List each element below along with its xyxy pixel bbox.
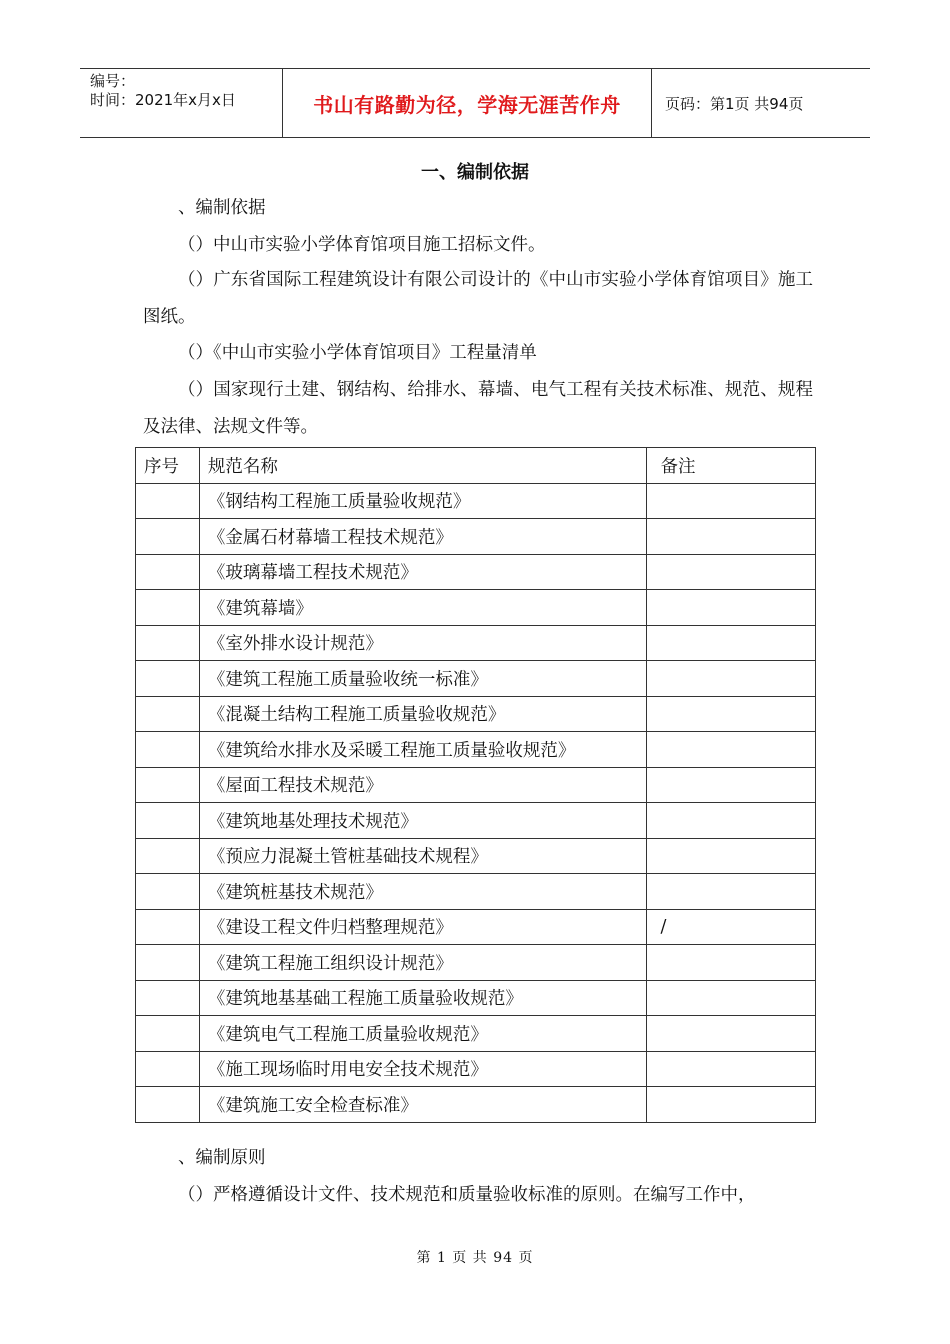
header-meta: [90, 69, 280, 137]
subsection-heading-principles: 、编制原则: [178, 1148, 266, 1168]
row-remark: [646, 1051, 815, 1087]
row-spec-name: 《屋面工程技术规范》: [199, 767, 646, 803]
header-remark: 备注: [646, 448, 815, 484]
table-row: [136, 625, 816, 661]
specification-table: [135, 447, 816, 1123]
table-row: [136, 696, 816, 732]
row-remark: [646, 945, 815, 981]
table-row: [136, 1087, 816, 1123]
row-index: [136, 909, 200, 945]
section-title: 一、编制依据: [421, 162, 529, 183]
table-row: [136, 767, 816, 803]
table-row: [136, 661, 816, 697]
row-remark: [646, 696, 815, 732]
row-index: [136, 767, 200, 803]
row-index: [136, 483, 200, 519]
row-spec-name: 《建筑幕墙》: [199, 590, 646, 626]
paragraph-4: （）国家现行土建、钢结构、给排水、幕墙、电气工程有关技术标准、规范、规程及法律、法规文件等。: [143, 380, 813, 437]
table-row: [136, 1016, 816, 1052]
table-row: [136, 590, 816, 626]
table-row: [136, 874, 816, 910]
document-number-label: 编号：: [90, 72, 136, 90]
row-remark: [646, 732, 815, 768]
row-index: [136, 554, 200, 590]
table-header-row: [136, 448, 816, 484]
row-index: [136, 1087, 200, 1123]
row-spec-name: 《建筑地基处理技术规范》: [199, 803, 646, 839]
row-remark: [646, 554, 815, 590]
table-row: [136, 945, 816, 981]
row-spec-name: 《预应力混凝土管桩基础技术规程》: [199, 838, 646, 874]
table-row: [136, 483, 816, 519]
row-remark: [646, 803, 815, 839]
row-remark: [646, 519, 815, 555]
row-index: [136, 661, 200, 697]
row-index: [136, 803, 200, 839]
paragraph-1: （）中山市实验小学体育馆项目施工招标文件。: [178, 235, 546, 255]
row-remark: /: [646, 909, 815, 945]
row-spec-name: 《金属石材幕墙工程技术规范》: [199, 519, 646, 555]
row-spec-name: 《建筑电气工程施工质量验收规范》: [199, 1016, 646, 1052]
row-spec-name: 《混凝土结构工程施工质量验收规范》: [199, 696, 646, 732]
row-spec-name: 《室外排水设计规范》: [199, 625, 646, 661]
row-spec-name: 《建筑桩基技术规范》: [199, 874, 646, 910]
row-spec-name: 《钢结构工程施工质量验收规范》: [199, 483, 646, 519]
row-index: [136, 945, 200, 981]
table-row: [136, 732, 816, 768]
header-page-info: 页码：第1页 共94页: [665, 94, 804, 113]
row-spec-name: 《建设工程文件归档整理规范》: [199, 909, 646, 945]
page-header: [80, 68, 870, 138]
table-row: [136, 909, 816, 945]
row-index: [136, 519, 200, 555]
row-spec-name: 《建筑地基基础工程施工质量验收规范》: [199, 980, 646, 1016]
row-index: [136, 980, 200, 1016]
row-index: [136, 732, 200, 768]
row-spec-name: 《施工现场临时用电安全技术规范》: [199, 1051, 646, 1087]
row-index: [136, 1016, 200, 1052]
row-remark: [646, 625, 815, 661]
row-remark: [646, 483, 815, 519]
header-motto: 书山有路勤为径，学海无涯苦作舟: [282, 69, 652, 137]
row-remark: [646, 838, 815, 874]
row-remark: [646, 661, 815, 697]
row-remark: [646, 1016, 815, 1052]
row-remark: [646, 874, 815, 910]
row-index: [136, 625, 200, 661]
table-row: [136, 980, 816, 1016]
row-index: [136, 838, 200, 874]
row-index: [136, 1051, 200, 1087]
header-spec-name: 规范名称: [199, 448, 646, 484]
subsection-heading-basis: 、编制依据: [178, 198, 266, 218]
table-row: [136, 554, 816, 590]
row-spec-name: 《建筑工程施工质量验收统一标准》: [199, 661, 646, 697]
table-row: [136, 803, 816, 839]
row-spec-name: 《建筑给水排水及采暖工程施工质量验收规范》: [199, 732, 646, 768]
table-row: [136, 838, 816, 874]
table-row: [136, 519, 816, 555]
paragraph-5: （）严格遵循设计文件、技术规范和质量验收标准的原则。在编写工作中，: [178, 1185, 756, 1205]
paragraph-2: （）广东省国际工程建筑设计有限公司设计的《中山市实验小学体育馆项目》施工图纸。: [143, 270, 813, 327]
row-spec-name: 《建筑施工安全检查标准》: [199, 1087, 646, 1123]
row-index: [136, 590, 200, 626]
paragraph-3: （）《中山市实验小学体育馆项目》工程量清单: [178, 343, 537, 363]
row-remark: [646, 590, 815, 626]
document-date-label: 时间：2021年x月x日: [90, 91, 236, 109]
row-index: [136, 696, 200, 732]
page-footer: 第 1 页 共 94 页: [416, 1250, 534, 1266]
row-remark: [646, 980, 815, 1016]
row-remark: [646, 1087, 815, 1123]
table-row: [136, 1051, 816, 1087]
header-index: 序号: [136, 448, 200, 484]
row-index: [136, 874, 200, 910]
row-spec-name: 《玻璃幕墙工程技术规范》: [199, 554, 646, 590]
row-spec-name: 《建筑工程施工组织设计规范》: [199, 945, 646, 981]
row-remark: [646, 767, 815, 803]
